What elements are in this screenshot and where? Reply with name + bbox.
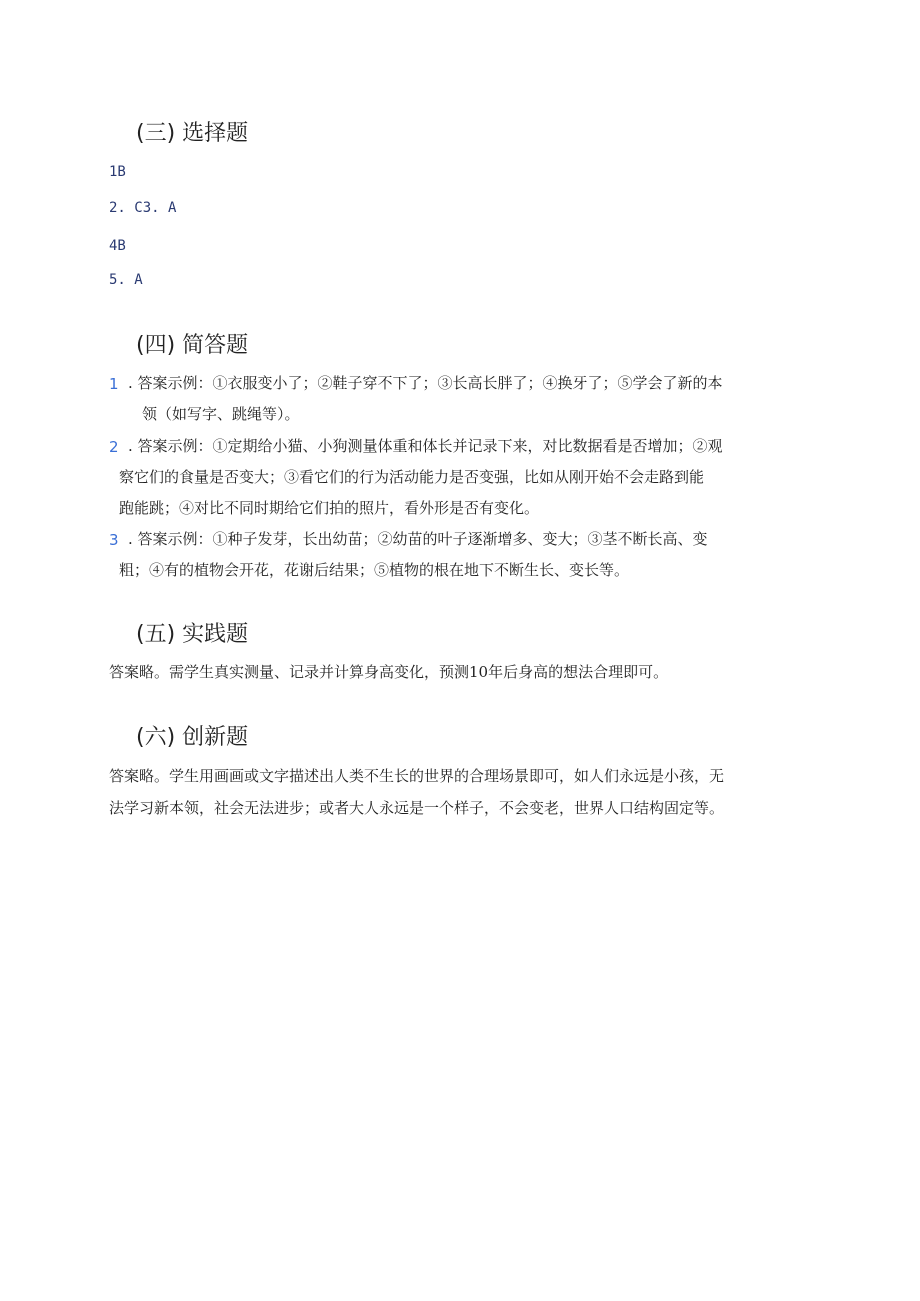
- section-title-innovation: (六) 创新题: [136, 725, 249, 750]
- short-answer-2-number: 2: [109, 438, 119, 456]
- short-answer-3: [119, 524, 818, 586]
- short-answer-1-line: 领（如写字、跳绳等）。: [142, 405, 300, 423]
- practice-answer-line: 答案略。需学生真实测量、记录并计算身高变化，预测10年后身高的想法合理即可。: [109, 663, 669, 681]
- short-answer-3-line: . 答案示例：①种子发芽，长出幼苗；②幼苗的叶子逐渐增多、变大；③茎不断长高、变: [128, 530, 708, 548]
- innovation-answer-line: 答案略。学生用画画或文字描述出人类不生长的世界的合理场景即可，如人们永远是小孩，无: [109, 767, 725, 785]
- section-title-choice: (三) 选择题: [136, 121, 249, 146]
- short-answer-1-number: 1: [109, 375, 119, 393]
- innovation-answer-line: 法学习新本领，社会无法进步；或者大人永远是一个样子，不会变老，世界人口结构固定等。: [109, 799, 725, 817]
- section-title-short: (四) 简答题: [136, 333, 249, 358]
- short-answer-2-line: 察它们的食量是否变大；③看它们的行为活动能力是否变强，比如从刚开始不会走路到能: [119, 468, 705, 486]
- innovation-answer: [109, 760, 809, 824]
- section-title-practice: (五) 实践题: [136, 622, 249, 647]
- short-answer-1-line: . 答案示例：①衣服变小了；②鞋子穿不下了；③长高长胖了；④换牙了；⑤学会了新的本: [128, 374, 723, 392]
- choice-answer-5: 5. A: [109, 272, 143, 288]
- choice-answer-2-3: 2. C3. A: [109, 200, 177, 216]
- short-answer-3-number: 3: [109, 531, 119, 549]
- short-answer-1: [128, 368, 818, 430]
- choice-answer-1: 1B: [109, 164, 126, 180]
- short-answer-2-line: 跑能跳；④对比不同时期给它们拍的照片，看外形是否有变化。: [119, 499, 540, 517]
- short-answer-2-line: . 答案示例：①定期给小猫、小狗测量体重和体长并记录下来，对比数据看是否增加；②观: [128, 437, 723, 455]
- choice-answer-4: 4B: [109, 238, 126, 254]
- short-answer-2: [119, 431, 818, 524]
- short-answer-3-line: 粗；④有的植物会开花，花谢后结果；⑤植物的根在地下不断生长、变长等。: [119, 561, 630, 579]
- practice-answer: [109, 656, 809, 688]
